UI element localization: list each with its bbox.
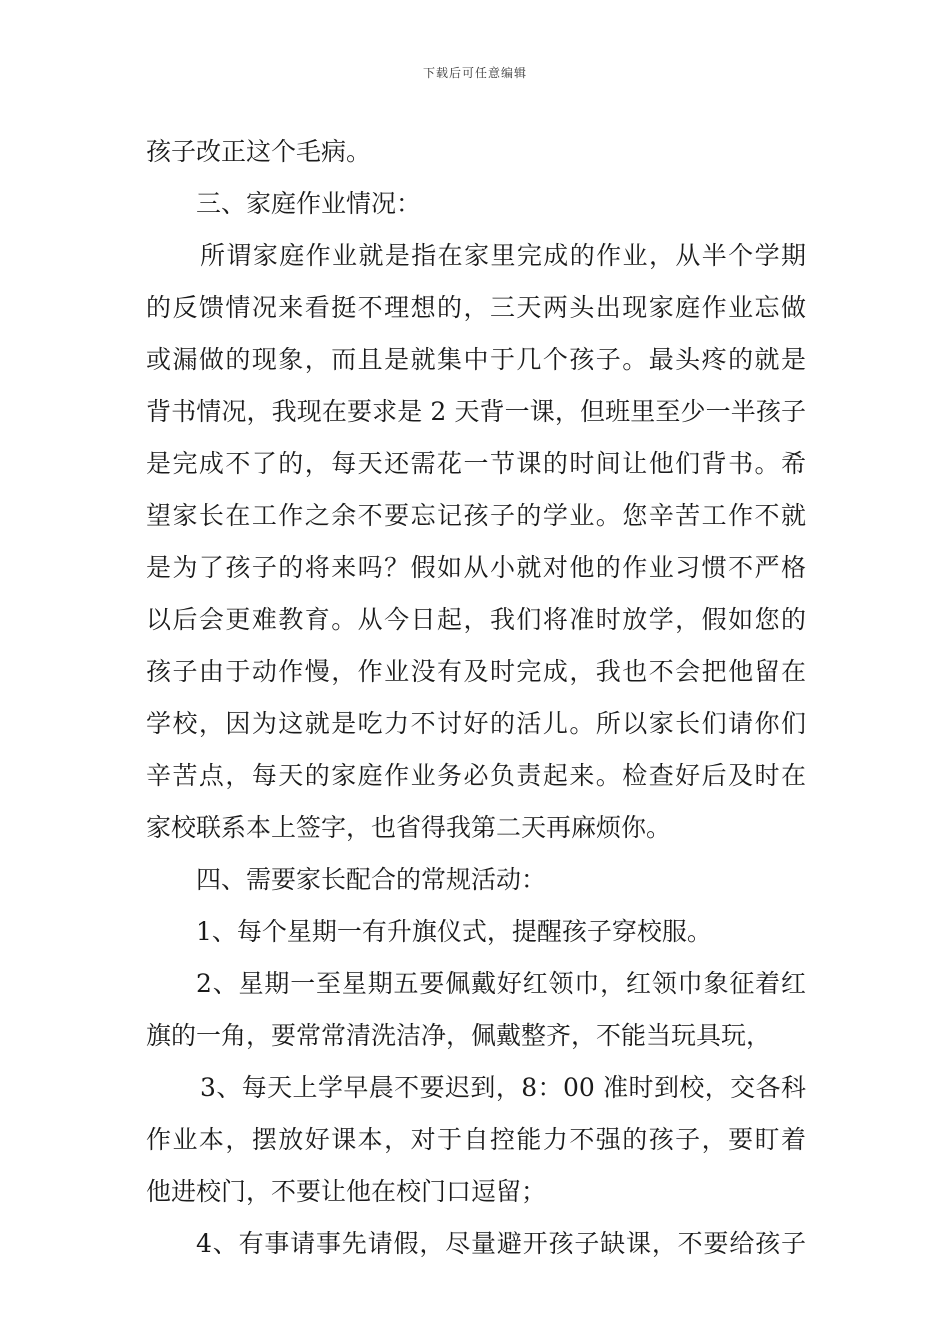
- text-line: 辛苦点，每天的家庭作业务必负责起来。检查好后及时在: [146, 761, 806, 790]
- document-body: [146, 126, 806, 1270]
- text-line: 所谓家庭作业就是指在家里完成的作业，从半个学期: [200, 241, 806, 270]
- text-line: 孩子由于动作慢，作业没有及时完成，我也不会把他留在: [146, 657, 806, 686]
- list-item: 4、有事请事先请假，尽量避开孩子缺课，不要给孩子: [196, 1229, 806, 1258]
- text-line: 他进校门，不要让他在校门口逗留；: [146, 1177, 547, 1206]
- section-heading: 四、需要家长配合的常规活动：: [196, 865, 547, 894]
- text-line: 是完成不了的，每天还需花一节课的时间让他们背书。希: [146, 449, 806, 478]
- list-item: 3、每天上学早晨不要迟到，8：00 准时到校，交各科: [200, 1073, 806, 1102]
- text-line: 或漏做的现象，而且是就集中于几个孩子。最头疼的就是: [146, 345, 806, 374]
- page-header-note: 下载后可任意编辑: [422, 66, 527, 80]
- text-line: 学校，因为这就是吃力不讨好的活儿。所以家长们请你们: [146, 709, 806, 738]
- section-heading: 三、家庭作业情况：: [196, 189, 422, 218]
- text-line: 以后会更难教育。从今日起，我们将准时放学，假如您的: [146, 605, 806, 634]
- text-line: 孩子改正这个毛病。: [146, 137, 372, 166]
- text-line: 背书情况，我现在要求是 2 天背一课，但班里至少一半孩子: [146, 397, 806, 426]
- text-line: 是为了孩子的将来吗？假如从小就对他的作业习惯不严格: [146, 553, 806, 582]
- list-item: 2、星期一至星期五要佩戴好红领巾，红领巾象征着红: [196, 969, 806, 998]
- list-item: 1、每个星期一有升旗仪式，提醒孩子穿校服。: [196, 917, 712, 946]
- text-line: 望家长在工作之余不要忘记孩子的学业。您辛苦工作不就: [146, 501, 806, 530]
- text-line: 家校联系本上签字，也省得我第二天再麻烦你。: [146, 813, 672, 842]
- text-line: 作业本，摆放好课本，对于自控能力不强的孩子，要盯着: [146, 1125, 806, 1154]
- text-line: 旗的一角，要常常清洗洁净，佩戴整齐，不能当玩具玩，: [146, 1021, 772, 1050]
- text-line: 的反馈情况来看挺不理想的，三天两头出现家庭作业忘做: [146, 293, 806, 322]
